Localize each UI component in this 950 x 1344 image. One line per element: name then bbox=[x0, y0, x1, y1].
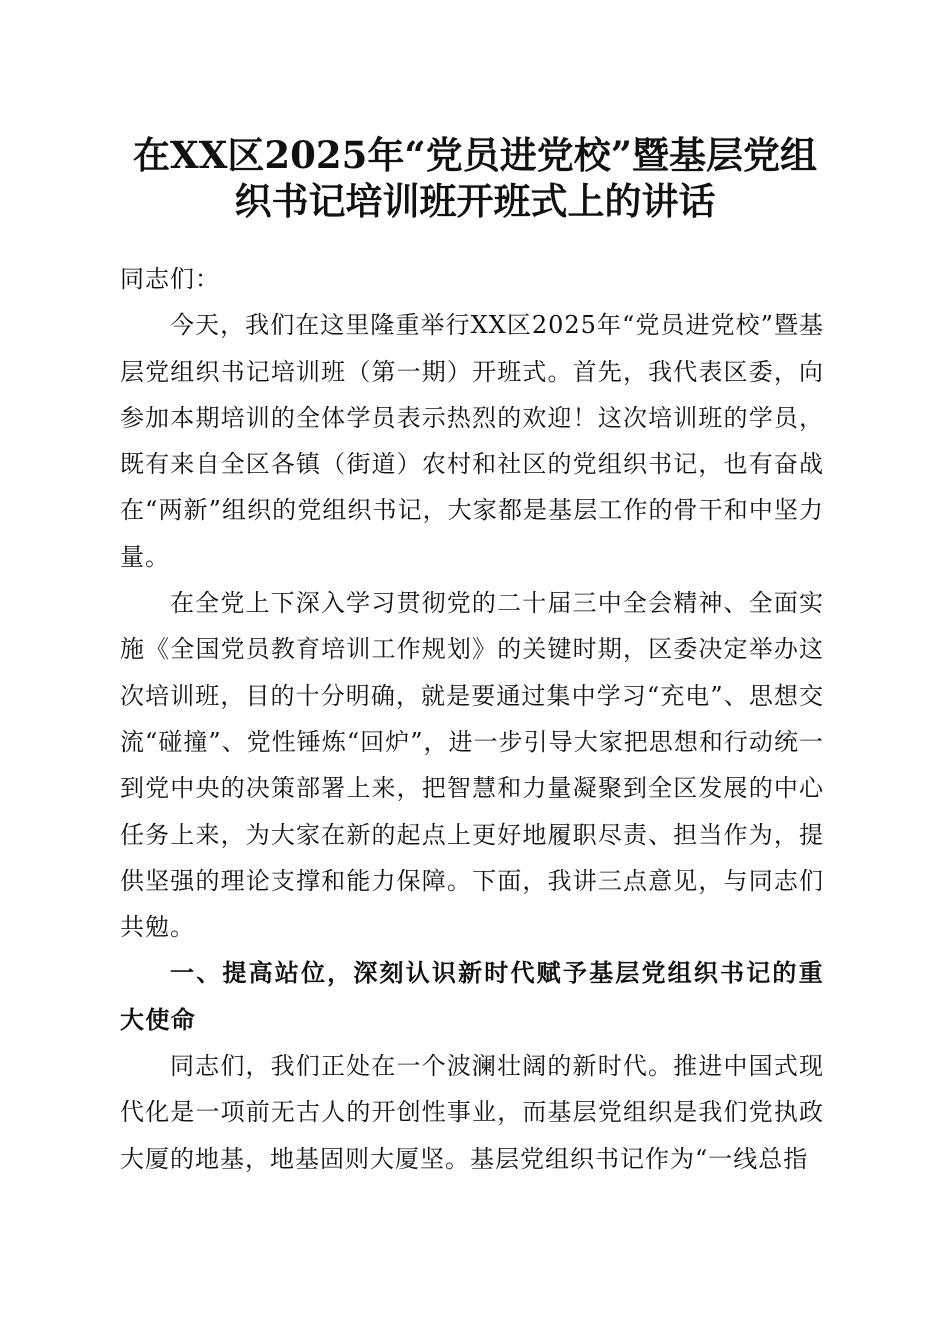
paragraph-1: 今天，我们在这里隆重举行XX区2025年“党员进党校”暨基层党组织书记培训班（第一期）开班式。首先，我代表区委，向参加本期培训的全体学员表示热烈的欢迎！这次培训班的学员，既有来自全区各镇（街道）农村和社区的党组织书记，也有奋战在“两新”组织的党组织书记，大家都是基层工作的骨干和中坚力量。 bbox=[120, 311, 824, 571]
section-paragraph: 同志们，我们正处在一个波澜壮阔的新时代。推进中国式现代化是一项前无古人的开创性事业，而基层党组织是我们党执政大厦的地基，地基固则大厦坚。基层党组织书记作为“一线总指 bbox=[120, 1052, 824, 1173]
document-title bbox=[118, 132, 832, 224]
paragraph-2: 在全党上下深入学习贯彻党的二十届三中全会精神、全面实施《全国党员教育培训工作规划》的关键时期，区委决定举办这次培训班，目的十分明确，就是要通过集中学习“充电”、思想交流“碰撞”、党性锤炼“回炉”，进一步引导大家把思想和行动统一到党中央的决策部署上来，把智慧和力量凝聚到全区发展的中心任务上来，为大家在新的起点上更好地履职尽责、担当作为，提供坚强的理论支撑和能力保障。下面，我讲三点意见，与同志们共勉。 bbox=[120, 589, 824, 942]
title-line-1: 在XX区2025年“党员进党校”暨基层党组 bbox=[133, 133, 817, 177]
section-heading: 一、提高站位，深刻认识新时代赋予基层党组织书记的重大使命 bbox=[120, 959, 824, 1034]
salutation: 同志们： bbox=[120, 265, 220, 293]
document-body bbox=[120, 256, 824, 1182]
title-line-2: 织书记培训班开班式上的讲话 bbox=[234, 179, 716, 223]
